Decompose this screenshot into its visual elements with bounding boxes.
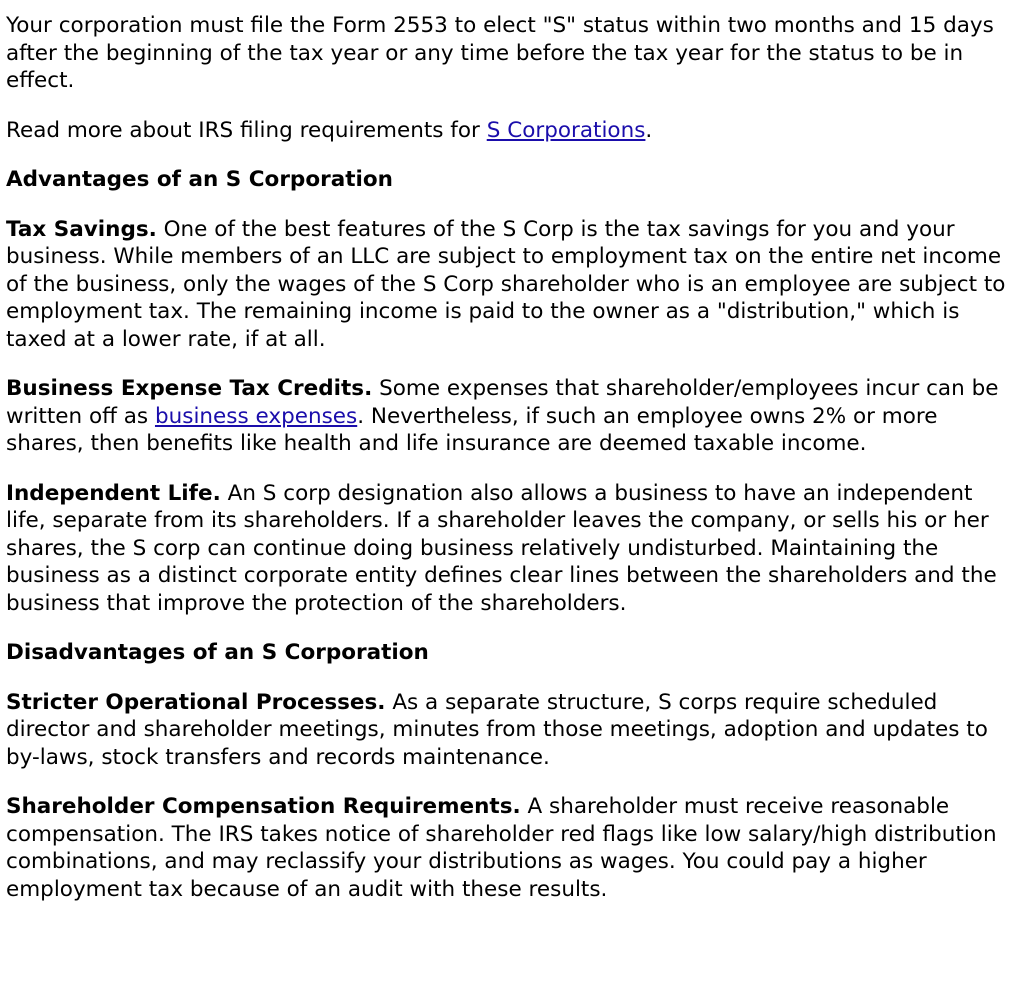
- disadvantages-heading: Disadvantages of an S Corporation: [6, 640, 429, 665]
- expense-credits-body-after: . Nevertheless, if such an employee owns 2% or more shares, then benefits like health and life insurance are deemed taxable income.: [6, 403, 938, 456]
- independent-life-body: An S corp designation also allows a business to have an independent life, separate from its shareholders. If a shareholder leaves the company, or sells his or her shares, the S corp can continue doing business relatively undisturbed. Maintaining the business as a distinct corporate entity defines clear lines between the shareholders and the business that improve the protection of the shareholders.: [6, 480, 997, 616]
- tax-savings-paragraph: [6, 216, 1018, 354]
- read-more-paragraph: [6, 117, 1018, 145]
- form-2553-paragraph: [6, 12, 1018, 95]
- s-corporations-link[interactable]: S Corporations: [486, 117, 646, 143]
- advantages-heading: Advantages of an S Corporation: [6, 167, 393, 192]
- stricter-processes-body: As a separate structure, S corps require scheduled director and shareholder meetings, minutes from those meetings, adoption and updates to by-laws, stock transfers and records maintenance.: [6, 689, 988, 770]
- business-expenses-link[interactable]: business expenses: [154, 403, 358, 429]
- independent-life-title: Independent Life.: [6, 480, 221, 506]
- compensation-body: A shareholder must receive reasonable compensation. The IRS takes notice of shareholder red flags like low salary/high distribution combinations, and may reclassify your distributions as wages. You could pay a higher employment tax because of an audit with these results.: [6, 794, 997, 902]
- expense-credits-paragraph: [6, 375, 1018, 458]
- stricter-processes-title: Stricter Operational Processes.: [6, 689, 386, 715]
- compensation-paragraph: [6, 793, 1018, 903]
- tax-savings-title: Tax Savings.: [6, 216, 157, 242]
- compensation-title: Shareholder Compensation Requirements.: [6, 794, 521, 819]
- expense-credits-body-before: Some expenses that shareholder/employees incur can be written off as: [6, 376, 999, 429]
- read-more-suffix: .: [645, 117, 653, 143]
- form-2553-text: Your corporation must file the Form 2553 to elect "S" status within two months and 15 days after the beginning of the tax year or any time before the tax year for the status to be in effect.: [6, 13, 994, 93]
- independent-life-paragraph: [6, 480, 1018, 618]
- read-more-prefix: Read more about IRS filing requirements for: [6, 117, 487, 143]
- stricter-processes-paragraph: [6, 689, 1018, 772]
- tax-savings-body: One of the best features of the S Corp is the tax savings for you and your business. While members of an LLC are subject to employment tax on the entire net income of the business, only the wages of the S Corp shareholder who is an employee are subject to employment tax. The remaining income is paid to the owner as a "distribution," which is taxed at a lower rate, if at all.: [6, 216, 1006, 352]
- expense-credits-title: Business Expense Tax Credits.: [6, 376, 373, 401]
